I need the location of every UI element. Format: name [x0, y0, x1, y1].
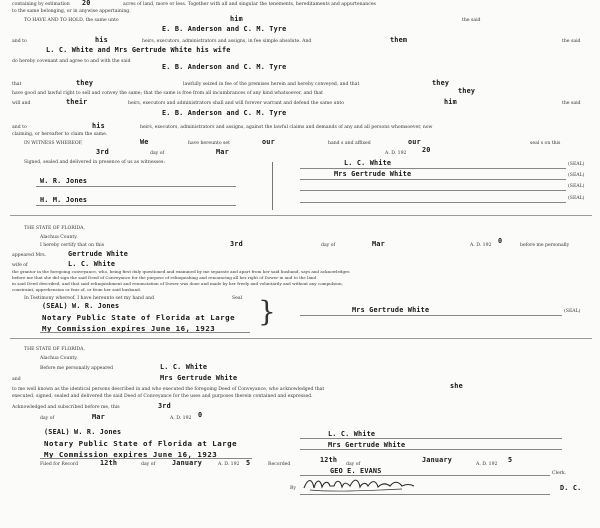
ack-text: day of	[321, 243, 336, 248]
deed-text: the said	[462, 18, 481, 23]
ack1-day: 3rd	[230, 240, 243, 248]
deed-text: claiming, or hereafter to claim the same.	[12, 132, 108, 137]
notary-title: Notary Public State of Florida at Large	[42, 313, 236, 322]
deed-text: heirs, executors, administrators and assigns, in fee simple absolute. And	[142, 39, 312, 44]
testimony-text: In Testimony whereof, I have hereunto set my hand and	[24, 296, 155, 301]
grantee-pronoun: his	[95, 36, 108, 44]
ack-text: A. D. 192	[470, 243, 492, 248]
ack2-day: 3rd	[158, 402, 171, 410]
witness-line	[36, 186, 236, 187]
deed-text: will and	[12, 101, 31, 106]
deputy-clerk-line	[300, 494, 550, 495]
grantee-pronoun: him	[230, 15, 243, 23]
ack2-year-digit: 0	[198, 411, 203, 419]
grantor-possessive: our	[262, 138, 275, 146]
ack-text: to me well known as the identical persons described in and who executed the foregoing Deed of Conveyance, who acknowledged that	[12, 387, 325, 392]
filed-text: A. D. 192	[218, 462, 240, 467]
witness-name: W. R. Jones	[40, 177, 88, 185]
deed-text: A. D. 192	[385, 151, 407, 156]
signature-line	[300, 315, 562, 316]
seal-label: (SEAL)	[568, 162, 585, 167]
ack1-husband: L. C. White	[68, 260, 116, 268]
ack-text: A. D. 192	[170, 416, 192, 421]
ack-paragraph-line: the grantor in the foregoing conveyance, who, being first duly questioned and examined by me separate and apart from her said husband, says and acknowledges	[12, 269, 350, 274]
ack2-subscribed-2	[0, 411, 600, 426]
seal-label: (SEAL)	[568, 184, 585, 189]
signature-divider	[272, 162, 273, 210]
deed-text: have hereunto set	[188, 141, 230, 146]
deed-day: 3rd	[96, 148, 109, 156]
deputy-clerk-signature	[302, 474, 417, 494]
section-divider	[10, 215, 592, 216]
county-heading: Alachua County.	[40, 356, 78, 361]
notary-line	[40, 332, 250, 333]
filed-month: January	[172, 459, 203, 467]
signature-line	[300, 190, 566, 191]
ack-text: and	[12, 377, 21, 382]
deed-text: heirs, executors, administrators and assigns, against the lawful claims and demands of any and all persons whomsoever, now	[140, 125, 433, 130]
filed-text: day of	[346, 462, 361, 467]
deed-text: lawfully seized in fee of the premises herein and hereby conveyed, and that	[183, 82, 360, 87]
grantor-pronoun: We	[140, 138, 149, 146]
grantor-signature: L. C. White	[344, 159, 392, 167]
deed-text: and to	[12, 39, 27, 44]
grantor-pronoun: they	[432, 79, 450, 87]
filed-year-digit: 5	[246, 459, 251, 467]
grantee-names: E. B. Anderson and C. M. Tyre	[162, 109, 287, 117]
ack2-signer: L. C. White	[328, 430, 376, 438]
grantor-pronoun: them	[390, 36, 408, 44]
deed-text: that	[12, 82, 22, 87]
deed-text: and to	[12, 125, 27, 130]
brace: }	[258, 295, 276, 328]
state-heading: THE STATE OF FLORIDA,	[24, 347, 85, 352]
acreage-value: 20	[82, 0, 91, 7]
ack-text: Before me personally appeared	[40, 366, 114, 371]
notary-name: (SEAL) W. R. Jones	[42, 302, 120, 310]
filed-text: Filed for Record	[40, 462, 79, 467]
grantee-names: E. B. Anderson and C. M. Tyre	[162, 25, 287, 33]
filed-text: day of	[141, 462, 156, 467]
notary-commission: My Commission expires June 16, 1923	[42, 324, 216, 333]
deed-text: day of	[150, 151, 165, 156]
ack-paragraph-line: constraint, apprehension or fear of, or from her said husband.	[12, 287, 142, 292]
ack-text: appeared Mrs.	[12, 253, 47, 258]
testimony-seal: Seal	[232, 296, 243, 301]
ack-text: I hereby certify that on this	[40, 243, 105, 248]
recorded-day: 12th	[320, 456, 338, 464]
dc-label: D. C.	[560, 484, 582, 492]
ack-text: wife of	[12, 263, 28, 268]
recorded-year-digit: 5	[508, 456, 513, 464]
ack1-month: Mar	[372, 240, 385, 248]
filed-text: Recorded	[268, 462, 291, 467]
grantor-signature: Mrs Gertrude White	[334, 170, 412, 178]
deed-text: seal s on this	[530, 141, 561, 146]
ack-text: before me personally	[520, 243, 570, 248]
deed-year-digits: 20	[422, 146, 431, 154]
ack2-signer: Mrs Gertrude White	[328, 441, 406, 449]
deed-text: to the same belonging, or in anywise appertaining.	[12, 9, 131, 14]
signature-line	[300, 168, 566, 169]
ack2-pronoun: she	[450, 382, 463, 390]
ack1-signer: Mrs Gertrude White	[352, 306, 430, 314]
ack-text: executed, signed, sealed and delivered the said Deed of Conveyance for the uses and purposes therein contained and expressed.	[12, 394, 313, 399]
grantee-pronoun: him	[444, 98, 457, 106]
grantor-pronoun: they	[458, 87, 476, 95]
deed-text: the said	[562, 101, 581, 106]
ack2-appearer: L. C. White	[160, 363, 208, 371]
deed-text: TO HAVE AND TO HOLD, the same unto	[24, 18, 119, 23]
grantee-pronoun: his	[92, 122, 105, 130]
witness-name: H. M. Jones	[40, 196, 88, 204]
county-heading: Alachua County.	[40, 235, 78, 240]
by-label: By	[290, 486, 296, 491]
ack2-appearer: Mrs Gertrude White	[160, 374, 238, 382]
ack2-month: Mar	[92, 413, 105, 421]
notary-commission: My Commission expires June 16, 1923	[44, 450, 218, 459]
ack1-appearer: Gertrude White	[68, 250, 129, 258]
signature-line	[300, 449, 562, 450]
witness-line	[36, 205, 236, 206]
deed-text: hand s and affixed	[328, 141, 371, 146]
deed-text: containing by estimation	[12, 2, 70, 7]
seal-label: (SEAL)	[568, 173, 585, 178]
signature-line	[300, 438, 562, 439]
grantor-possessive: our	[408, 138, 421, 146]
filed-line	[0, 456, 600, 472]
recorded-month: January	[422, 456, 453, 464]
deed-text: do hereby covenant and agree to and with the said	[12, 59, 131, 64]
grantor-possessive: their	[66, 98, 88, 106]
deed-line-8	[0, 64, 600, 76]
ack1-year-digit: 0	[498, 237, 503, 245]
deed-text: the said	[562, 39, 581, 44]
state-heading: THE STATE OF FLORIDA,	[24, 226, 85, 231]
notary-title: Notary Public State of Florida at Large	[44, 439, 238, 448]
grantee-names: E. B. Anderson and C. M. Tyre	[162, 63, 287, 71]
ack-text: Acknowledged and subscribed before me, this	[12, 405, 120, 410]
notary-name: (SEAL) W. R. Jones	[44, 428, 122, 436]
deed-text: heirs, executors and administrators shall and will forever warrant and defend the same unto	[128, 101, 345, 106]
witness-clause: IN WITNESS WHEREOF,	[24, 141, 83, 146]
deed-text: have good and lawful right to sell and convey the same; that the same is free from all incumbrances of any kind whatsoever, and that	[12, 91, 323, 96]
clerk-label: Clerk.	[552, 471, 567, 476]
ack-paragraph-line: in said Deed described, and that said relinquishment and renunciation of Dower was done and made by her freely and voluntarily and without any compulsion,	[12, 281, 343, 286]
signature-line	[300, 179, 566, 180]
deed-text: acres of land, more or less. Together with all and singular the tenements, hereditaments and appurtenances	[123, 2, 376, 7]
ack-paragraph-line: before me that she did sign the said Deed of Conveyance for the purpose of relinquishing and renouncing all her right of Dower in and to the land	[12, 275, 317, 280]
filed-day: 12th	[100, 459, 118, 467]
clerk-name: GEO E. EVANS	[330, 467, 382, 475]
grantor-pronoun: they	[76, 79, 94, 87]
signature-line	[300, 202, 566, 203]
notary-line	[40, 458, 252, 459]
filed-text: A. D. 192	[476, 462, 498, 467]
deed-text: Signed, sealed and delivered in presence of us as witnesses:	[24, 160, 165, 165]
seal-label: (SEAL)	[564, 309, 581, 314]
deed-line-12	[0, 110, 600, 122]
deed-month: Mar	[216, 148, 229, 156]
grantor-names: L. C. White and Mrs Gertrude White his wife	[46, 46, 231, 54]
seal-label: (SEAL)	[568, 196, 585, 201]
ack-text: day of	[40, 416, 55, 421]
section-divider	[10, 338, 592, 339]
